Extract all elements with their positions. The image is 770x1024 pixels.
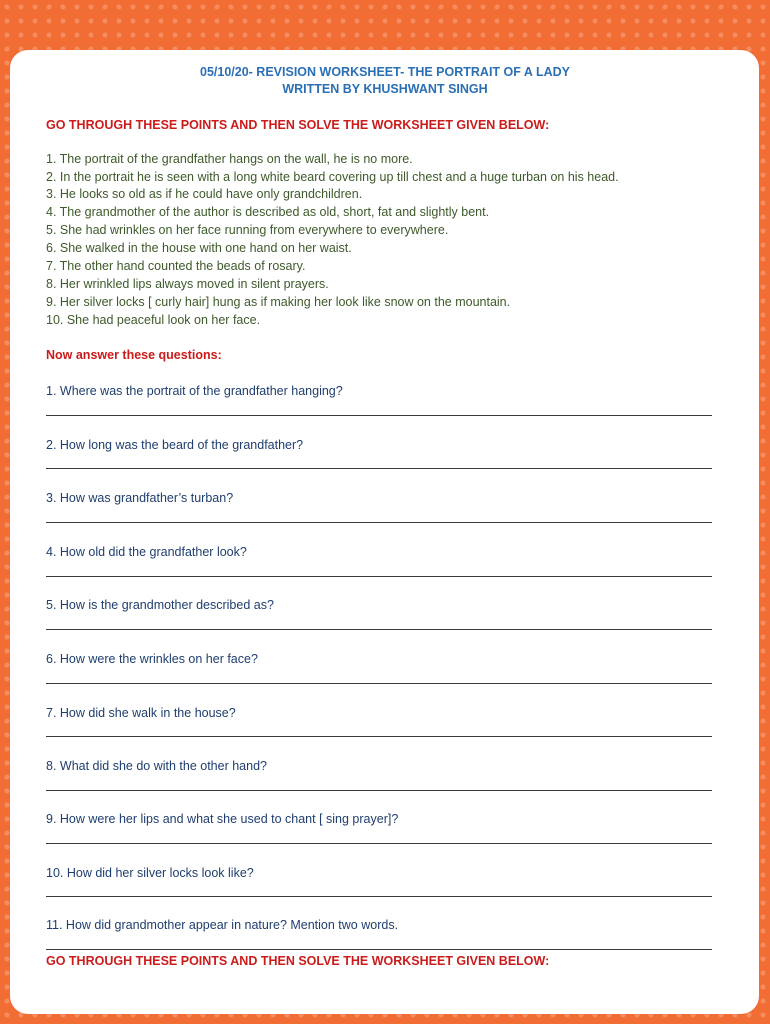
answer-line <box>46 843 712 844</box>
question-item: 4. How old did the grandfather look? <box>46 545 247 559</box>
answer-line <box>46 576 712 577</box>
point-item: 7. The other hand counted the beads of rosary. <box>46 259 306 273</box>
worksheet-title: 05/10/20- REVISION WORKSHEET- THE PORTRAIT OF A LADY <box>200 65 570 79</box>
questions-heading: Now answer these questions: <box>46 348 222 362</box>
question-item: 2. How long was the beard of the grandfather? <box>46 438 304 452</box>
instruction-footer: GO THROUGH THESE POINTS AND THEN SOLVE THE WORKSHEET GIVEN BELOW: <box>46 954 550 968</box>
point-item: 2. In the portrait he is seen with a long white beard covering up till chest and a huge turban on his head. <box>46 170 619 184</box>
point-item: 10. She had peaceful look on her face. <box>46 313 261 327</box>
answer-line <box>46 896 712 897</box>
answer-line <box>46 736 712 737</box>
question-item: 1. Where was the portrait of the grandfather hanging? <box>46 384 343 398</box>
question-item: 7. How did she walk in the house? <box>46 706 236 720</box>
instruction-heading: GO THROUGH THESE POINTS AND THEN SOLVE THE WORKSHEET GIVEN BELOW: <box>46 118 550 132</box>
question-item: 5. How is the grandmother described as? <box>46 598 274 612</box>
question-item: 10. How did her silver locks look like? <box>46 866 254 880</box>
answer-line <box>46 949 712 950</box>
point-item: 1. The portrait of the grandfather hangs on the wall, he is no more. <box>46 152 413 166</box>
question-item: 8. What did she do with the other hand? <box>46 759 267 773</box>
point-item: 8. Her wrinkled lips always moved in silent prayers. <box>46 277 329 291</box>
question-item: 11. How did grandmother appear in nature? Mention two words. <box>46 918 399 932</box>
answer-line <box>46 468 712 469</box>
answer-line <box>46 415 712 416</box>
question-item: 6. How were the wrinkles on her face? <box>46 652 258 666</box>
point-item: 6. She walked in the house with one hand on her waist. <box>46 241 352 255</box>
point-item: 9. Her silver locks [ curly hair] hung as if making her look like snow on the mountain. <box>46 295 511 309</box>
answer-line <box>46 790 712 791</box>
question-item: 9. How were her lips and what she used to chant [ sing prayer]? <box>46 812 399 826</box>
answer-line <box>46 683 712 684</box>
answer-line <box>46 522 712 523</box>
point-item: 3. He looks so old as if he could have only grandchildren. <box>46 187 363 201</box>
point-item: 5. She had wrinkles on her face running from everywhere to everywhere. <box>46 223 449 237</box>
question-item: 3. How was grandfather’s turban? <box>46 491 234 505</box>
worksheet-author: WRITTEN BY KHUSHWANT SINGH <box>282 82 488 96</box>
point-item: 4. The grandmother of the author is described as old, short, fat and slightly bent. <box>46 205 490 219</box>
answer-line <box>46 629 712 630</box>
